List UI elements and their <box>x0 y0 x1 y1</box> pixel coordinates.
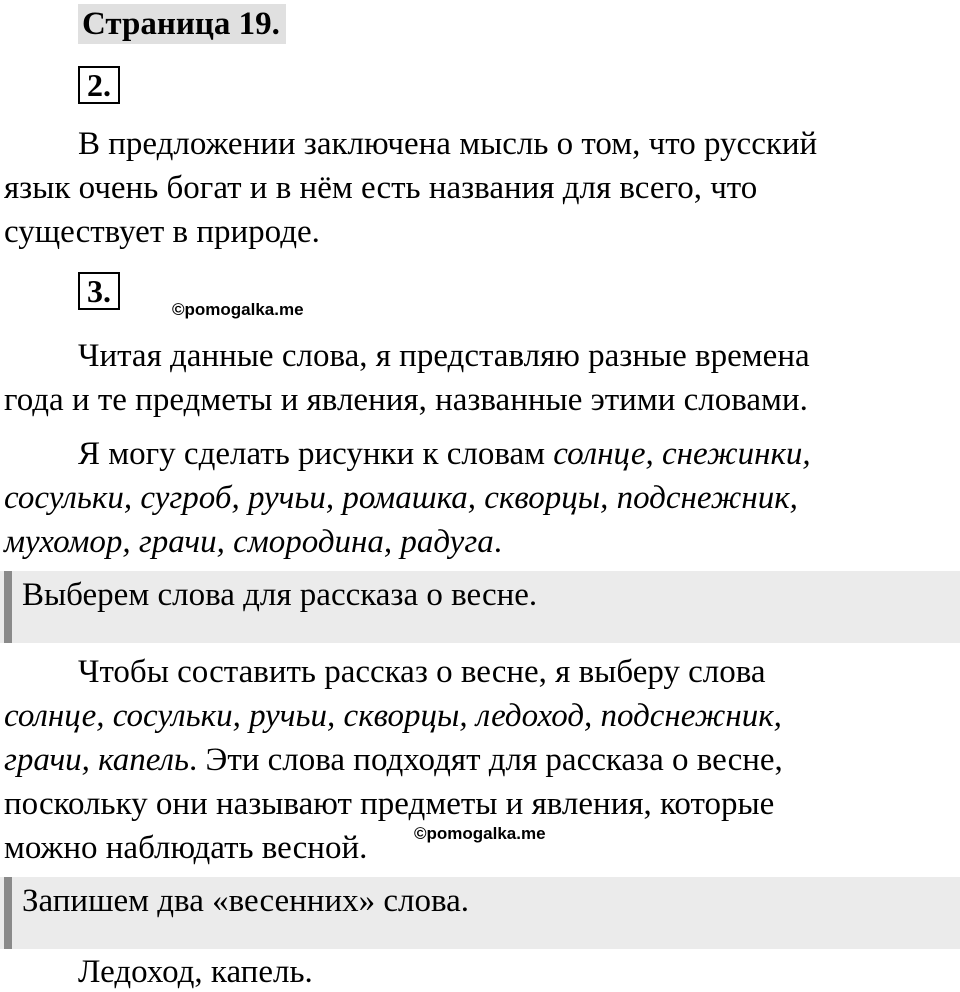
para2-line-3-words: мухомор, грачи, смородина, радуга <box>4 524 494 560</box>
task2-line-2: язык очень богат и в нём есть названия для всего, что <box>4 170 758 206</box>
page-title: Страница 19. <box>78 4 286 44</box>
task-number-3: 3. <box>78 272 120 310</box>
task3-para2-line-2: сосульки, сугроб, ручьи, ромашка, скворцы, подснежник, <box>4 480 798 516</box>
para2-line-1-text: Я могу сделать рисунки к словам <box>78 436 554 472</box>
prompt-text-2: Запишем два «весенних» слова. <box>22 883 470 919</box>
task3-para2-line-3 <box>4 522 502 562</box>
answer1-line-3 <box>4 740 783 780</box>
answer1-line-5: можно наблюдать весной. <box>4 830 368 866</box>
task-number-2: 2. <box>78 66 120 104</box>
task3-para2-line-1 <box>78 434 811 474</box>
task3-para1-line-2: года и те предметы и явления, названные этими словами. <box>4 382 808 418</box>
answer2: Ледоход, капель. <box>78 954 313 990</box>
prompt-block-2 <box>0 877 960 949</box>
answer1-line-3-text: . Эти слова подходят для рассказа о весне, <box>189 742 783 778</box>
prompt-bar <box>4 571 12 643</box>
task2-line-3: существует в природе. <box>4 214 320 250</box>
answer1-line-4: поскольку они называют предметы и явления, которые <box>4 786 775 822</box>
task2-line-1: В предложении заключена мысль о том, что русский <box>78 126 818 162</box>
watermark-2: ©pomogalka.me <box>414 824 546 843</box>
answer1-line-1: Чтобы составить рассказ о весне, я выберу слова <box>78 654 766 690</box>
answer1-line-2: солнце, сосульки, ручьи, скворцы, ледоход, подснежник, <box>4 698 782 734</box>
answer1-line-3-words: грачи, капель <box>4 742 190 778</box>
prompt-bar <box>4 877 12 949</box>
para2-line-3-period: . <box>493 524 502 560</box>
watermark: ©pomogalka.me <box>172 300 304 319</box>
task3-para1-line-1: Читая данные слова, я представляю разные времена <box>78 338 810 374</box>
prompt-block-1 <box>0 571 960 643</box>
para2-line-1-words: солнце, снежинки, <box>553 436 811 472</box>
prompt-text-1: Выберем слова для рассказа о весне. <box>22 577 538 613</box>
